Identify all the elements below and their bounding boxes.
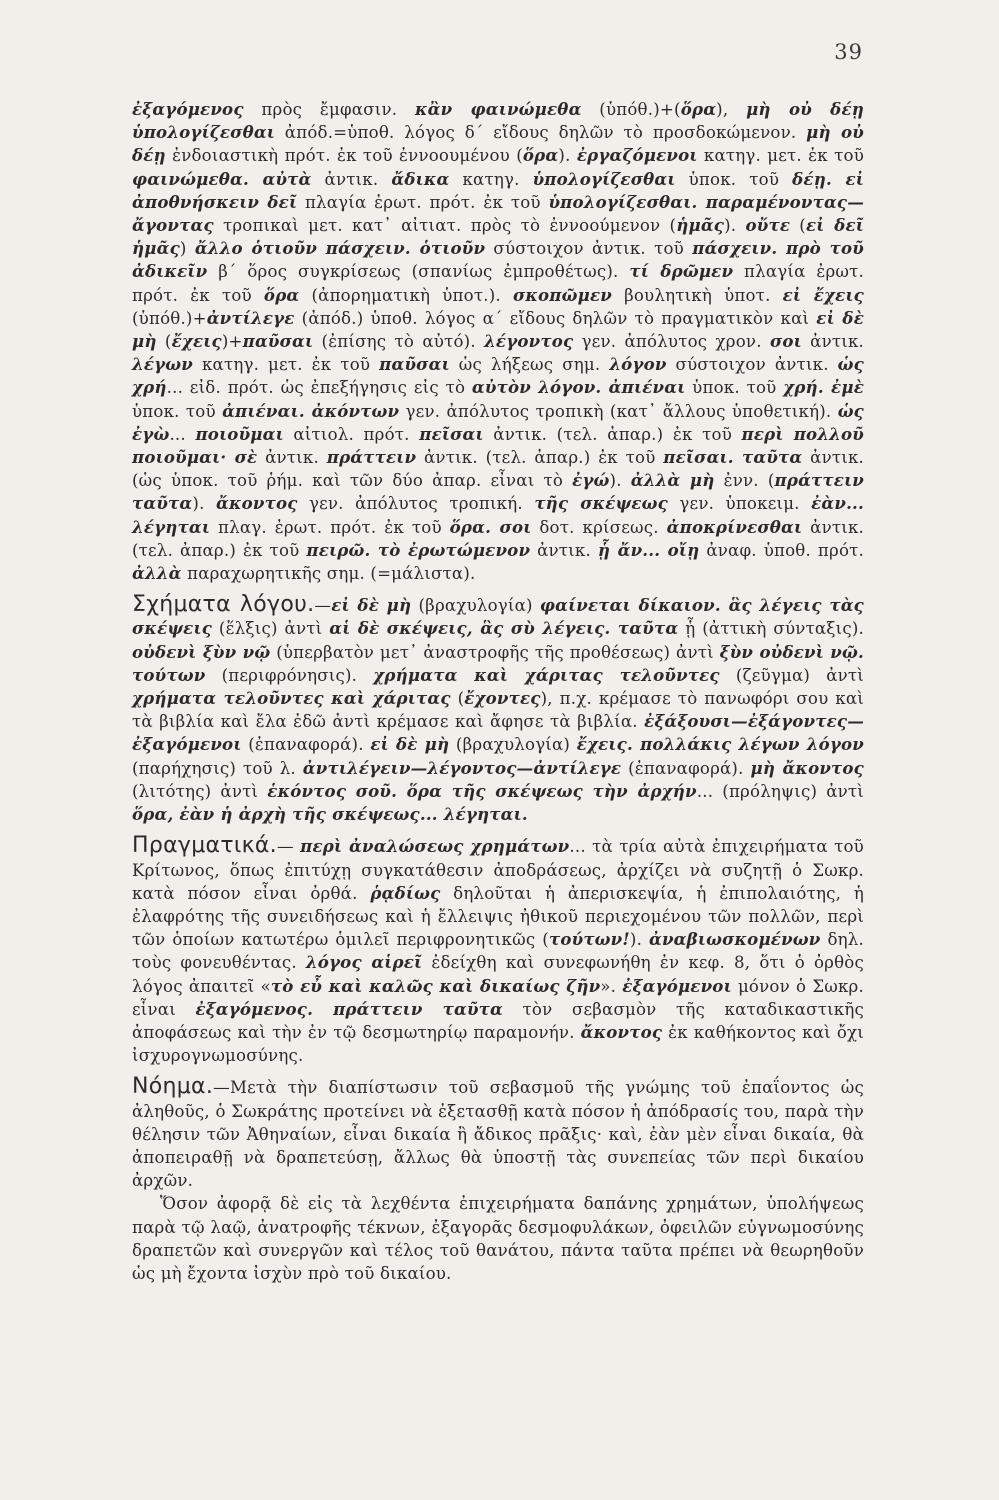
text-run: γεν. ἀπόλυτος χρον. (573, 332, 770, 352)
text-run: (βραχυλογία) (411, 596, 540, 616)
text-run: ( (790, 216, 806, 236)
italic-term: πειρῶ. τὸ ἐρωτώμενον (306, 539, 531, 560)
italic-term: μὴ ἄκοντος (750, 757, 864, 778)
text-run: ἐδείχθη καὶ συνεφωνήθη ἐν κεφ. 8, ὅτι ὁ ὀρθὸς λόγος ἀπαιτεῖ « (132, 953, 864, 996)
italic-term: παῦσαι (379, 354, 450, 375)
italic-term: πάσχειν. πρὸ τοῦ ἀδικεῖν (132, 238, 865, 282)
text-run: ὡς λήξεως σημ. (449, 355, 610, 375)
text-run: αἰτιολ. πρότ. (283, 424, 420, 444)
text-run: ... (πρόληψις) ἀντὶ (696, 781, 864, 801)
text-run: ἀντικ. (ὡς ὑποκ. τοῦ ῥήμ. καὶ τῶν δύο ἀπαρ. εἶναι τὸ (132, 448, 864, 491)
text-run: (ὑπόθ.)+( (581, 100, 681, 119)
text-run: (ἐπίσης τὸ αὐτό). (313, 332, 485, 352)
italic-term: μὴ οὐ δέῃ ὑπολογίζεσθαι (132, 99, 865, 143)
text-run: (ὑπερβατὸν μετ᾽ ἀναστροφῆς τῆς προθέσεως) ἀντὶ (270, 642, 720, 662)
text-run: ). (724, 216, 746, 236)
italic-term: ὡς ἐγὼ (132, 400, 864, 444)
text-run: ὑποκ. τοῦ (132, 401, 223, 421)
text-run: πλαγία ἐρωτ. πρότ. ἐκ τοῦ (132, 262, 864, 305)
italic-term: ἄδικα (391, 168, 450, 189)
italic-term: εἰ δὲ μὴ (132, 307, 864, 352)
text-run: β΄ ὅρος συγκρίσεως (σπανίως ἐμπροθέτως). (207, 262, 630, 282)
italic-term: εἰ δὲ μὴ (370, 734, 450, 755)
italic-term: τί δρῶμεν (629, 261, 734, 282)
italic-term: περὶ ἀναλώσεως χρημάτων (300, 836, 570, 857)
text-run: ... τὰ τρία αὐτὰ ἐπιχειρήματα τοῦ Κρίτωνος, ὅπως ἐπιτύχῃ συγκατάθεσιν ἀποδράσεως, ἀρχίζει νὰ συζητῇ ὁ Σωκρ. κατὰ πόσον εἶναι ὀρθά. (132, 837, 864, 903)
text-run: ὑποκ. τοῦ (675, 169, 793, 189)
text-run: — (314, 596, 332, 616)
section-heading-facts: Πραγματικά. (132, 833, 277, 859)
italic-term: ἀλλὰ (132, 563, 182, 584)
italic-term: ἐγώ (572, 470, 610, 491)
page-text (132, 98, 864, 1285)
italic-term: πράττειν (326, 447, 417, 468)
text-run: πρὸς ἔμφασιν. (243, 100, 415, 119)
text-run: ... εἰδ. πρότ. ὡς ἐπεξήγησις εἰς τὸ (166, 378, 472, 398)
italic-term: ὑπολογίζεσθαι (532, 168, 676, 189)
italic-term: ξὺν οὐδενὶ νῷ. τούτων (132, 641, 864, 685)
italic-term: σοι (769, 331, 802, 352)
text-run: μόνον ὁ Σωκρ. εἶναι (132, 976, 864, 1019)
notes-paragraph (132, 98, 864, 585)
text-run: ἀντικ. (τελ. ἀπαρ.) ἐκ τοῦ (132, 517, 864, 560)
text-run: ». (600, 976, 623, 996)
italic-term: ῥᾳδίως (370, 882, 441, 903)
conclusion-paragraph: Ὅσον ἀφορᾷ δὲ εἰς τὰ λεχθέντα ἐπιχειρήματα δαπάνης χρημάτων, ὑπολήψεως παρὰ τῷ λαῷ, ἀνατροφῆς τέκνων, ἐξαγορᾶς δεσμοφυλάκων, ὀφειλῶν εὐγνωμοσύνης δραπετῶν καὶ συνεργῶν καὶ τέλος τοῦ θανάτου, πάντα ταῦτα πρέπει νὰ θεωρηθοῦν ὡς μὴ ἔχοντα ἰσχὺν πρὸ τοῦ δικαίου. (132, 1194, 864, 1283)
text-run: ἀντικ. (530, 540, 598, 560)
text-run: ἀντικ. (τελ. ἀπαρ.) ἐκ τοῦ (416, 448, 664, 468)
italic-term: ἀντίλεγε (206, 307, 295, 328)
italic-term: λέγων (132, 354, 193, 375)
text-run: ). (558, 146, 577, 166)
text-run: ) (179, 239, 195, 259)
text-run: σύστοιχον ἀντικ. (666, 355, 838, 375)
italic-term: ἀπιέναι. ἀκόντων (222, 400, 400, 421)
text-run: γεν. ἀπόλυτος τροπικὴ (κατ᾽ ἄλλους ὑποθετική). (399, 401, 838, 421)
text-run: κατηγ. μετ. ἐκ τοῦ (697, 146, 864, 166)
text-run: γεν. ἀπόλυτος τροπική. (297, 494, 535, 514)
italic-term: ἐξάξουσι—ἐξάγοντες—ἐξαγόμενοι (132, 711, 864, 755)
text-run: ἀντικ. (τελ. ἀπαρ.) ἐκ τοῦ (483, 424, 742, 444)
text-run: σύστοιχον ἀντικ. τοῦ (485, 239, 693, 259)
italic-term: ἐξαγόμενοι (622, 975, 732, 996)
text-run: ἐνδοιαστικὴ πρότ. ἐκ τοῦ ἐννοουμένου ( (165, 146, 523, 166)
text-run: γεν. ὑποκειμ. (667, 494, 812, 514)
section-heading-figures: Σχήματα λόγου. (132, 592, 315, 618)
text-run: (ἐπαναφορά). (241, 735, 371, 755)
italic-term: ἐὰν... λέγηται (132, 493, 865, 537)
text-run: ἀπόδ.=ὑποθ. λόγος δ΄ εἴδους δηλῶν τὸ προσδοκώμενον. (275, 123, 807, 143)
text-run: ἀντικ. (801, 332, 864, 352)
text-run: ἀναφ. ὑποθ. πρότ. (699, 540, 864, 560)
text-run: (ὑπόθ.)+ (132, 308, 207, 328)
italic-term: παῦσαι (242, 331, 314, 352)
italic-term: χρήματα τελοῦντες καὶ χάριτας (132, 688, 451, 709)
text-run: πλαγία ἐρωτ. πρότ. ἐκ τοῦ (297, 192, 549, 212)
italic-term: ὅρα (263, 284, 300, 305)
text-run: (βραχυλογία) (449, 735, 577, 755)
italic-term: ἀντιλέγειν—λέγοντος—ἀντίλεγε (302, 757, 622, 778)
text-run: ), (716, 100, 747, 119)
italic-term: εἰ δὲ μὴ (331, 595, 412, 616)
text-run: ἀντικ. (311, 169, 392, 189)
italic-term: ὑπολογίζεσθαι. παραμένοντας—ἄγοντας (132, 191, 865, 236)
text-run: δηλ. τοὺς φονευθέντας. (132, 930, 864, 973)
text-run: τὸν σεβασμὸν τῆς καταδικαστικῆς ἀποφάσεως καὶ τὴν ἐν τῷ δεσμωτηρίῳ παραμονήν. (132, 999, 864, 1042)
text-run: ). (629, 930, 649, 950)
text-run: ὑποκ. τοῦ (685, 378, 784, 398)
italic-term: ὅρα (522, 145, 559, 166)
text-run: ἐνν. ( (714, 471, 775, 491)
italic-term: ἐξαγόμενος (132, 99, 244, 119)
italic-term: πράττειν ταῦτα (132, 470, 865, 514)
text-run: (ἐπαναφορά). (621, 758, 751, 778)
italic-term: ἔχεις (171, 331, 222, 352)
figures-of-speech-paragraph (132, 593, 864, 826)
italic-term: κἂν φαινώμεθα (414, 99, 582, 119)
text-run: — (276, 837, 301, 857)
italic-term: πεῖσαι (419, 423, 484, 444)
italic-term: ἡμᾶς (676, 215, 725, 236)
text-run: ( (450, 689, 465, 709)
italic-term: ὅρα, ἐὰν ἡ ἀρχὴ τῆς σκέψεως... λέγηται. (132, 804, 528, 825)
text-run: (περιφρόνησις). (205, 665, 374, 685)
italic-term: αἱ δὲ σκέψεις, ἃς σὺ λέγεις. ταῦτα (329, 618, 679, 639)
italic-term: μὴ οὐ δέῃ (132, 122, 864, 166)
text-run: )+ (221, 332, 243, 352)
italic-term: δέῃ. εἰ ἀποθνήσκειν δεῖ (132, 168, 864, 212)
italic-term: ἀναβιωσκομένων (649, 929, 821, 950)
italic-term: τὸ εὖ καὶ καλῶς καὶ δικαίως ζῆν (270, 975, 601, 996)
text-run: (ἀπόδ.) ὑποθ. λόγος α΄ εἴδους δηλῶν τὸ πραγματικὸν καὶ (294, 308, 817, 328)
italic-term: ἀλλὰ μὴ (630, 470, 715, 491)
italic-term: ἐξαγόμενος. πράττειν ταῦτα (195, 998, 504, 1019)
text-run: δηλοῦται ἡ ἀπερισκεψία, ἡ ἐπιπολαιότης, ἡ ἐλαφρότης τῆς συνειδήσεως καὶ ἡ ἔλλειψις ἠθικοῦ περιεχομένου τῶν πολλῶν, περὶ τῶν ὁποίων κατωτέρω ὁμιλεῖ περιφρονητικῶς ( (132, 883, 864, 950)
text-run: κατηγ. (449, 169, 533, 189)
italic-term: ὅρα. σοι (449, 516, 532, 537)
text-run: πλαγ. ἐρωτ. πρότ. ἐκ τοῦ (210, 517, 450, 537)
italic-term: ᾗ ἄν... οἴῃ (597, 539, 700, 560)
italic-term: ἔχεις. πολλάκις λέγων λόγον (576, 734, 864, 755)
italic-term: σκοπῶμεν (512, 284, 612, 305)
text-run: ). (609, 471, 631, 491)
text-run: ), π.χ. κρέμασε τὸ πανωφόρι σου καὶ τὰ βιβλία καὶ ἔλα ἐδῶ ἀντὶ κρέμασε καὶ ἄφησε τὰ βιβλία. (132, 689, 864, 732)
section-heading-meaning: Νόημα. (132, 1074, 214, 1100)
text-run: ἐκ καθήκοντος καὶ ὄχι ἰσχυρογνωμοσύνης. (132, 1022, 864, 1066)
text-run: ᾗ (ἀττικὴ σύνταξις). (678, 619, 864, 639)
italic-term: οὐδενὶ ξὺν νῷ (132, 641, 271, 662)
text-run: ). (192, 494, 216, 514)
text-run: ( (156, 332, 172, 352)
text-run: παραχωρητικῆς σημ. (=μάλιστα). (181, 564, 476, 584)
italic-term: ποιοῦμαι (195, 423, 284, 444)
facts-paragraph (132, 834, 864, 1067)
italic-term: ἀποκρίνεσθαι (666, 516, 803, 537)
italic-term: ἐργαζόμενοι (576, 145, 698, 166)
italic-term: φαινώμεθα. αὐτὰ (132, 168, 312, 189)
italic-term: ὡς χρή (132, 354, 864, 398)
text-run: (ἀπορηματικὴ ὑποτ.). (299, 285, 513, 305)
italic-term: ἄκοντος (216, 493, 298, 514)
italic-term: λόγον (609, 354, 667, 375)
italic-term: λέγοντος (484, 331, 574, 352)
text-run: (ἕλξις) ἀντὶ (212, 619, 330, 639)
italic-term: τούτων! (548, 929, 630, 950)
italic-term: ἄκοντος (580, 1021, 663, 1042)
text-run: (ζεῦγμα) ἀντὶ (719, 665, 865, 685)
italic-term: λόγος αἱρεῖ (305, 952, 423, 973)
text-run: βουλητικὴ ὑποτ. (611, 285, 783, 305)
meaning-text: —Μετὰ τὴν διαπίστωσιν τοῦ σεβασμοῦ τῆς γνώμης τοῦ ἐπαΐοντος ὡς ἀληθοῦς, ὁ Σωκράτης προτείνει νὰ ἐξετασθῇ κατὰ πόσον ἡ ἀπόδρασίς του, παρὰ τὴν θέλησιν τῶν Ἀθηναίων, εἶναι δικαία ἢ ἄδικος πρᾶξις· καὶ, ἐὰν μὲν εἶναι δικαία, θὰ ἀποπειραθῇ νὰ δραπετεύσῃ, ἄλλως θὰ ὑποστῇ τὰς συνεπείας τῶν περὶ δικαίου ἀρχῶν. (132, 1078, 864, 1191)
text-run: τροπικαὶ μετ. κατ᾽ αἰτιατ. πρὸς τὸ ἐννοούμενον ( (213, 216, 677, 236)
text-run: (λιτότης) ἀντὶ (132, 781, 268, 801)
text-run: ... (169, 424, 196, 444)
italic-term: ἑκόντος σοῦ. ὅρα τῆς σκέψεως τὴν ἀρχήν (267, 780, 697, 801)
meaning-paragraph (132, 1075, 864, 1192)
italic-term: φαίνεται δίκαιον. ἃς λέγεις τὰς σκέψεις (132, 595, 864, 639)
italic-term: περὶ πολλοῦ ποιοῦμαι· σὲ (132, 423, 864, 468)
italic-term: πεῖσαι. ταῦτα (663, 447, 803, 468)
italic-term: ἔχοντες (464, 688, 541, 709)
italic-term: αὐτὸν λόγον. ἀπιέναι (471, 377, 686, 398)
text-run: δοτ. κρίσεως. (531, 517, 667, 537)
text-run: (παρήχησις) τοῦ λ. (132, 758, 303, 778)
italic-term: ἄλλο ὁτιοῦν πάσχειν. ὁτιοῦν (194, 238, 486, 259)
text-run: ἀντικ. (257, 448, 327, 468)
italic-term: τῆς σκέψεως (534, 493, 668, 514)
italic-term: οὔτε (745, 215, 791, 236)
italic-term: εἰ δεῖ ἡμᾶς (132, 215, 865, 259)
italic-term: εἰ ἔχεις (782, 284, 864, 305)
page-number: 39 (834, 40, 863, 64)
italic-term: χρή. ἐμὲ (783, 377, 864, 398)
italic-term: ὅρα (680, 99, 717, 119)
text-run: κατηγ. μετ. ἐκ τοῦ (193, 355, 380, 375)
italic-term: χρήματα καὶ χάριτας τελοῦντες (373, 664, 720, 685)
